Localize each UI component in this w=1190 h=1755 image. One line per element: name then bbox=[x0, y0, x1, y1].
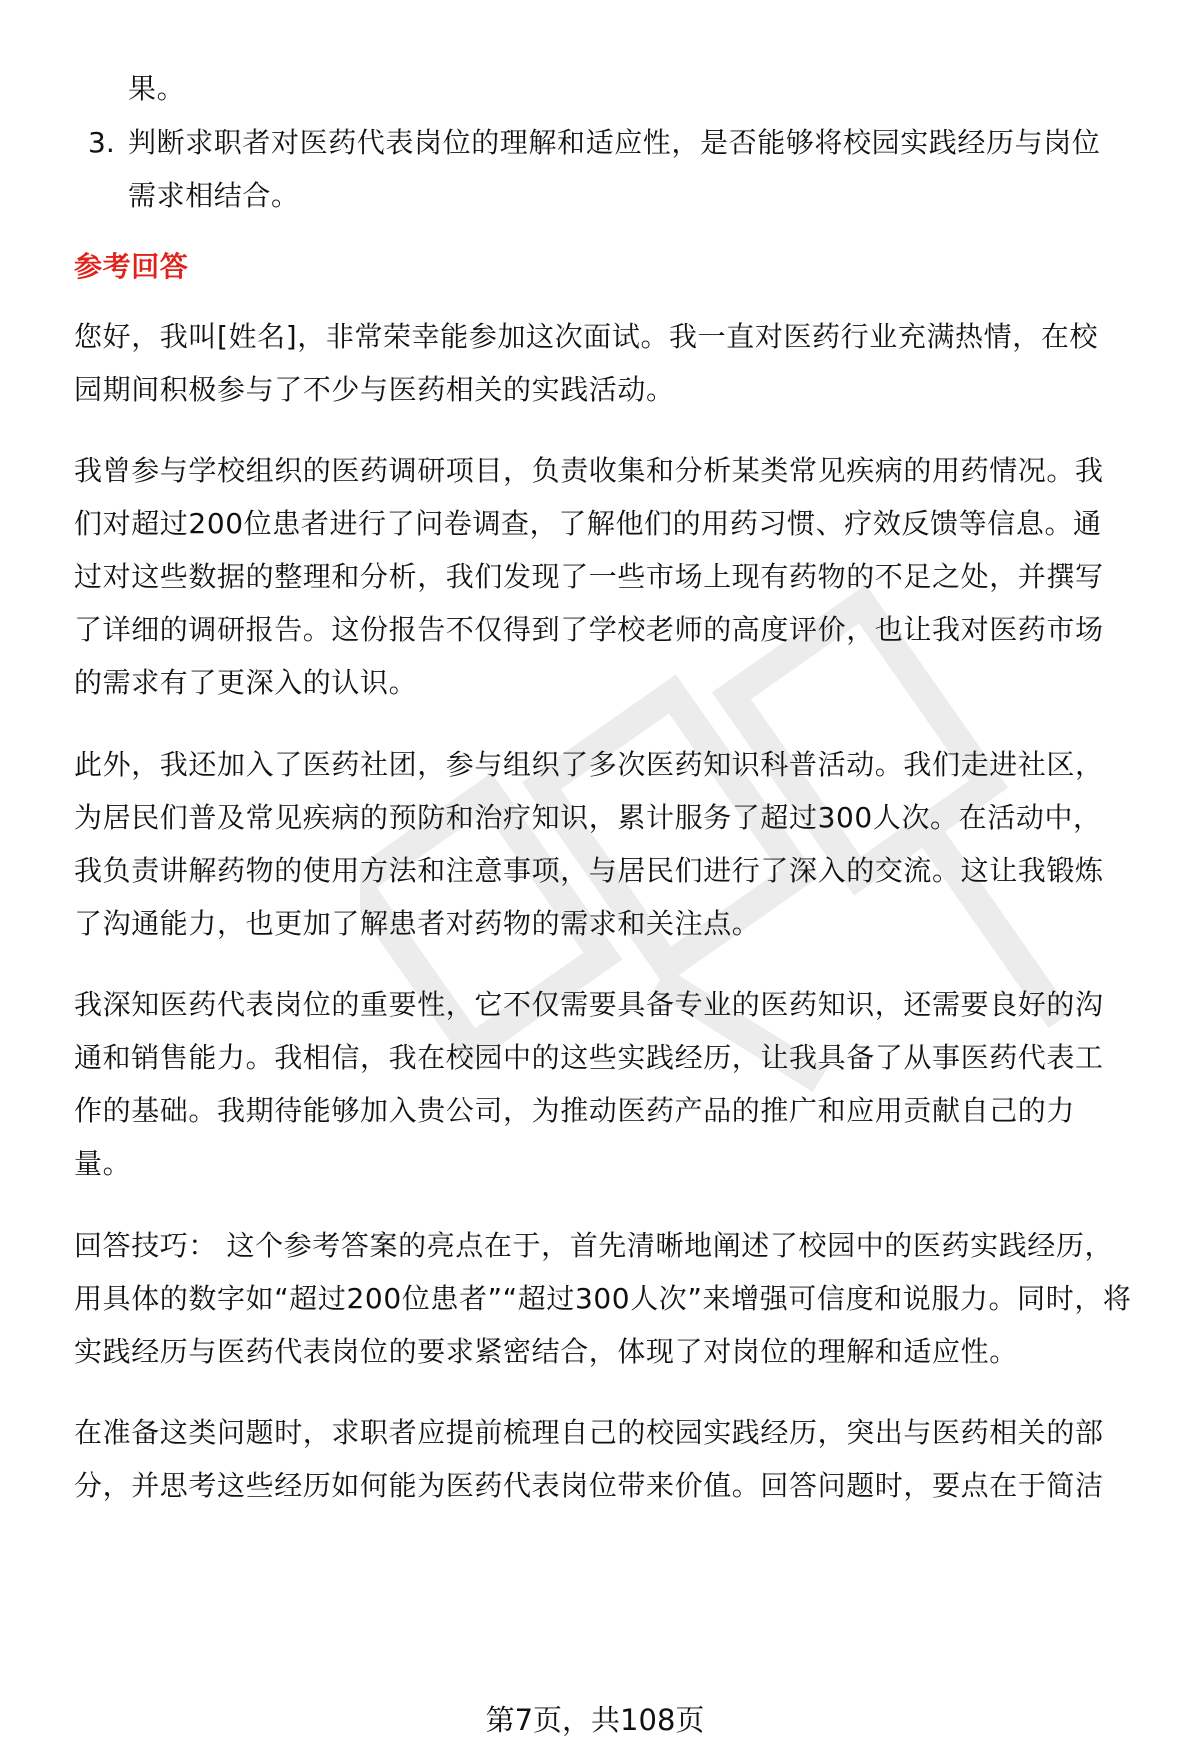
paragraph-line: 回答技巧： 这个参考答案的亮点在于，首先清晰地阐述了校园中的医药实践经历， bbox=[74, 1229, 1114, 1262]
paragraph-line: 用具体的数字如“超过200位患者”“超过300人次”来增强可信度和说服力。同时，将 bbox=[74, 1282, 1132, 1315]
paragraph-line: 此外，我还加入了医药社团，参与组织了多次医药知识科普活动。我们走进社区， bbox=[74, 748, 1104, 781]
paragraph-line: 在准备这类问题时，求职者应提前梳理自己的校园实践经历，突出与医药相关的部 bbox=[74, 1416, 1104, 1449]
list-item-3-number: 3. bbox=[88, 126, 115, 159]
paragraph-line: 量。 bbox=[74, 1147, 132, 1180]
paragraph-line: 为居民们普及常见疾病的预防和治疗知识，累计服务了超过300人次。在活动中， bbox=[74, 801, 1102, 834]
paragraph-line: 实践经历与医药代表岗位的要求紧密结合，体现了对岗位的理解和适应性。 bbox=[74, 1335, 1018, 1368]
section-heading-reference-answer: 参考回答 bbox=[74, 250, 189, 283]
paragraph-line: 过对这些数据的整理和分析，我们发现了一些市场上现有药物的不足之处，并撰写 bbox=[74, 560, 1104, 593]
paragraph-line: 们对超过200位患者进行了问卷调查，了解他们的用药习惯、疗效反馈等信息。通 bbox=[74, 507, 1102, 540]
list-item-3-line: 需求相结合。 bbox=[128, 179, 300, 212]
paragraph-line: 的需求有了更深入的认识。 bbox=[74, 666, 418, 699]
paragraph-line: 分，并思考这些经历如何能为医药代表岗位带来价值。回答问题时，要点在于简洁 bbox=[74, 1469, 1104, 1502]
paragraph-line: 了详细的调研报告。这份报告不仅得到了学校老师的高度评价，也让我对医药市场 bbox=[74, 613, 1104, 646]
paragraph-line: 作的基础。我期待能够加入贵公司，为推动医药产品的推广和应用贡献自己的力 bbox=[74, 1094, 1076, 1127]
paragraph-line: 园期间积极参与了不少与医药相关的实践活动。 bbox=[74, 373, 675, 406]
paragraph-line: 通和销售能力。我相信，我在校园中的这些实践经历，让我具备了从事医药代表工 bbox=[74, 1041, 1104, 1074]
paragraph-line: 我负责讲解药物的使用方法和注意事项，与居民们进行了深入的交流。这让我锻炼 bbox=[74, 854, 1104, 887]
list-item-3-line: 判断求职者对医药代表岗位的理解和适应性，是否能够将校园实践经历与岗位 bbox=[128, 126, 1101, 159]
paragraph-line: 您好，我叫[姓名]，非常荣幸能参加这次面试。我一直对医药行业充满热情，在校 bbox=[74, 320, 1099, 353]
page-number-footer: 第7页，共108页 bbox=[485, 1703, 705, 1737]
list-item-2-tail: 果。 bbox=[128, 72, 186, 105]
paragraph-line: 我深知医药代表岗位的重要性，它不仅需要具备专业的医药知识，还需要良好的沟 bbox=[74, 988, 1104, 1021]
paragraph-line: 了沟通能力，也更加了解患者对药物的需求和关注点。 bbox=[74, 907, 761, 940]
paragraph-line: 我曾参与学校组织的医药调研项目，负责收集和分析某类常见疾病的用药情况。我 bbox=[74, 454, 1104, 487]
